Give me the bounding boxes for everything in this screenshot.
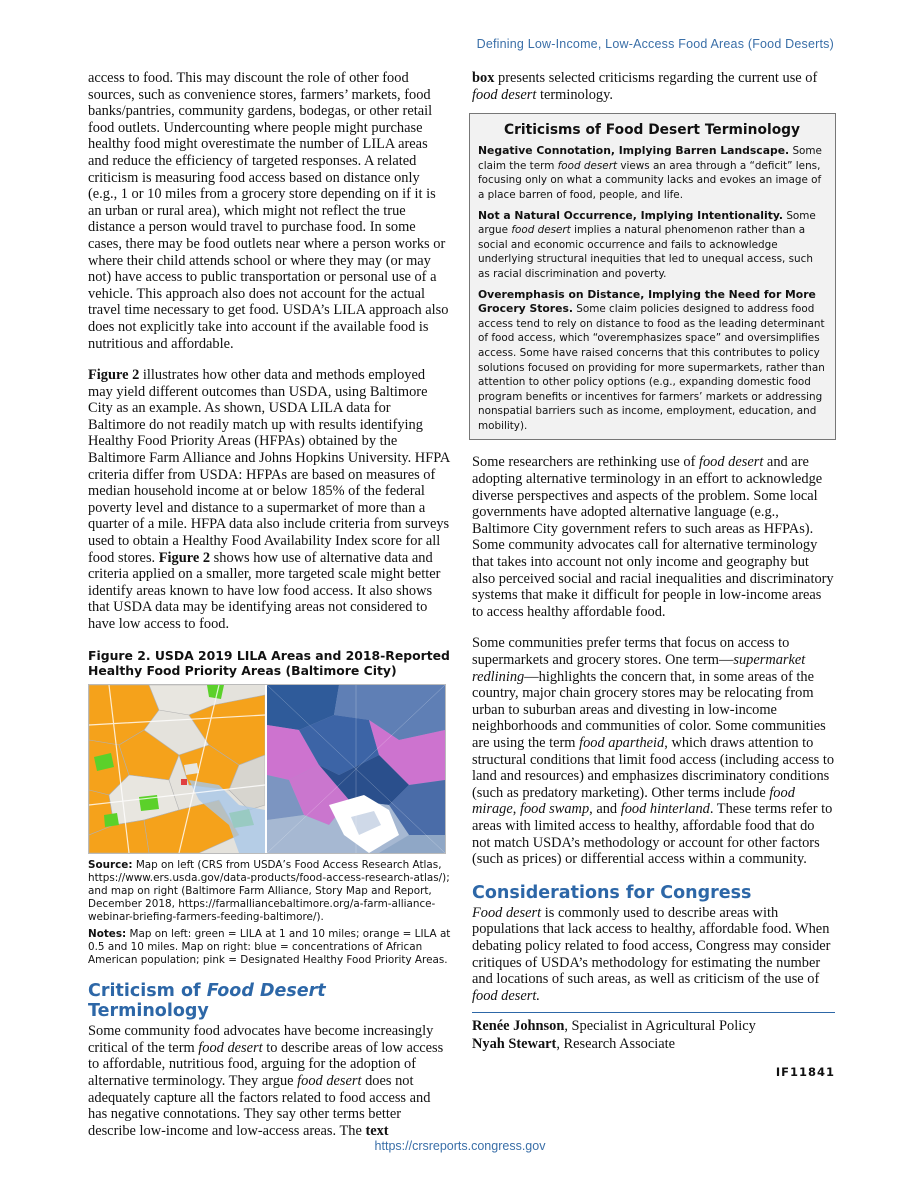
document-code: IF11841 [775,1065,835,1080]
italic-term: food desert [557,159,618,172]
paragraph-text: , [512,801,520,818]
notes-label: Notes: [88,927,127,940]
paragraph-alternative-terms [472,635,835,867]
paragraph-text: . These terms refer to areas with limited access to healthy, affordable food that do not match USDA’s methodology or account for other factors (such as prices) or differential access within a community. [472,801,833,868]
paragraph-text: terminology. [536,86,613,103]
heading-text: Terminology [88,1001,209,1022]
box-item-heading: Negative Connotation, Implying Barren Landscape. [478,144,790,158]
box-item-text: Some argue [478,209,816,237]
box-item-text: Some claim the term [478,145,822,172]
italic-term: food swamp [519,801,590,818]
paragraph-access-criticism: access to food. This may discount the role of other food sources, such as convenience stores, farmers’ markets, food banks/pantries, community gardens, bodegas, or other retail food outlets. Undercounting where people might purchase healthy food might overestimate the number of LILA areas and reduce the efficiency of targeted responses. A related criticism is measuring food access based on distance only (e.g., 1 or 10 miles from a grocery store depending on if it is an urban or rural area), which might not reflect the true distance a person would travel to purchase food. In some cases, there may be food outlets near where a person works or where their child attends school or where they may (or may not) have access to public transportation or personal use of a vehicle. This approach also does not account for the actual travel time necessary to get food. USDA’s LILA approach also does not explicitly take into account if the available food is nutritious and affordable. [88,70,449,352]
author-line [472,1017,835,1035]
baltimore-maps-image [89,685,445,853]
italic-term: food desert [297,1073,362,1089]
paragraph-figure-2-explanation [88,367,451,633]
italic-term: food desert. [472,987,540,1004]
box-title: Criticisms of Food Desert Terminology [503,122,801,139]
section-heading-congress: Considerations for Congress [472,882,752,903]
heading-text: Criticism of [88,981,207,1002]
section-heading-criticism [88,981,451,1021]
italic-term: food apartheid [579,734,665,751]
author-line [472,1035,835,1053]
figure-2-maps [88,684,446,854]
box-item-heading: Overemphasis on Distance, Implying the Need for More Grocery Stores. [478,287,816,316]
paragraph-text: , and [589,801,621,818]
bold-term: box [472,70,495,86]
paragraph-considerations [472,905,835,1005]
paragraph-text: and are adopting alternative terminology in an effort to acknowledge diverse perspectives and aspects of the problem. Some local governments have adopted alternative language (e.g., Baltimore City government refers to such areas as HFPAs). Some community advocates call for alternative terminology that takes into account not only income and geography but also perceived social and racial inequalities and discriminatory systems that make it difficult for people in low-income areas to access healthy affordable food. [472,454,834,620]
paragraph-text: to describe areas of low access to affordable, nutritious food, arguing for the adoption of alternative terminology. They argue [88,1039,444,1089]
paragraph-text: Some researchers are rethinking use of [472,454,699,471]
author-name: Renée Johnson [472,1018,565,1035]
italic-term: food desert [198,1039,263,1056]
paragraph-researchers-rethinking [472,454,835,620]
paragraph-text: Some community food advocates have become increasingly critical of the term [88,1023,434,1056]
footer-url[interactable]: https://crsreports.congress.gov [374,1139,546,1153]
right-column [472,70,835,1079]
notes-text: Map on left: green = LILA at 1 and 10 miles; orange = LILA at 0.5 and 10 miles. Map on right: blue = concentrations of African American population; pink = Designated Healthy Food Priority Areas. [88,927,451,967]
italic-term: supermarket redlining [472,652,806,685]
source-label: Source: [88,858,133,871]
author-name: Nyah Stewart [472,1036,557,1053]
figure-reference: Figure 2 [158,549,211,566]
italic-term: food desert [698,454,764,471]
box-item-heading: Not a Natural Occurrence, Implying Intentionality. [478,208,784,222]
figure-reference: Figure 2 [88,367,140,384]
paragraph-text: does not adequately capture all the factors related to food access and has negative connotations. They say other terms better describe low-income and low-access areas. The [88,1073,431,1139]
box-item-negative-connotation [478,144,826,202]
paragraph-text: presents selected criticisms regarding the current use of [494,70,818,86]
heading-italic-text: Food Desert [206,981,326,1002]
paragraph-text: shows how use of alternative data and criteria applied on a smaller, more targeted scale might better identify areas known to have low food access. It also shows that USDA data may be identifying areas not considered to have low access to food. [88,549,441,632]
criticisms-text-box [469,113,836,440]
figure-notes [88,928,451,968]
paragraph-text: illustrates how other data and methods employed may yield different outcomes than USDA, using Baltimore City as an example. As shown, USDA LILA data for Baltimore do not readily match up with results identifying Healthy Food Priority Areas (HFPAs) obtained by the Baltimore Farm Alliance and Johns Hopkins University. HFPA criteria differ from USDA: HFPAs are based on measures of median household income at or below 185% of the federal poverty level and distance to a supermarket of more than a quarter of a mile. HFPA data also include criteria from surveys used to obtain a Healthy Food Availability Index score for all food stores. [88,367,450,566]
paragraph-text: —highlights the concern that, in some areas of the country, major chain grocery stores may be relocating from urban to suburban areas and divesting in low-income neighborhoods and communities of color. Some communities are using the term [472,668,826,751]
box-item-text: implies a natural phenomenon rather than a social and economic occurrence and fails to acknowledge underlying structural inequities that led to unequal access, such as racial discrimination and poverty. [478,224,813,280]
source-text: Map on left (CRS from USDA’s Food Access Research Atlas, https://www.ers.usda.gov/data-products/food-access-research-atlas/); and map on right (Baltimore Farm Alliance, Story Map and Report, December 2018, https://farmalliancebaltimore.org/a-farm-alliance-webinar-briefing-farmers-feeding-baltimore/). [88,858,450,924]
paragraph-text: Some communities prefer terms that focus on access to supermarkets and grocery stores. One term— [472,635,790,668]
italic-term: food mirage [472,784,795,818]
figure-title: Figure 2. USDA 2019 LILA Areas and 2018-Reported Healthy Food Priority Areas (Baltimore City) [88,647,450,679]
paragraph-advocates-critical [88,1023,451,1139]
author-role: , Research Associate [556,1036,676,1053]
left-column [88,70,451,1154]
italic-term: food hinterland [620,801,710,818]
box-item-not-natural [478,209,826,282]
paragraph-text: , which draws attention to structural conditions that limit food access (including access to land and resources) and emphasizes discriminatory conditions (such as predatory marketing). Other terms include [472,734,835,801]
italic-term: food desert [472,86,537,103]
running-header: Defining Low-Income, Low-Access Food Areas (Food Deserts) [476,37,834,51]
italic-term: food desert [511,224,571,237]
author-divider [472,1012,835,1013]
box-item-text: Some claim policies designed to address food access tend to rely on distance to food as the leading determinant of food access, which “overemphasizes space” and oversimplifies access. Some have raised concerns that this contributes to policy solutions focused on providing for more supermarkets, rather than attention to other policy options (e.g., expanding domestic food program benefits or incentives for farmers’ markets or addressing nonspatial barriers such as income, employment, education, and mobility). [478,303,825,432]
italic-term: Food desert [472,904,542,921]
author-role: , Specialist in Agricultural Policy [564,1018,756,1035]
paragraph-text: is commonly used to describe areas with populations that lack access to healthy, affordable food. When debating policy related to food access, Congress may consider critiques of USDA’s methodology for estimating the number and locations of such areas, as well as criticism of the use of [472,904,831,988]
paragraph-box-intro [472,70,835,103]
box-item-text: views an area through a “deficit” lens, focusing only on what a community lacks and evokes an image of a place barren of food, people, and life. [478,159,822,201]
figure-source [88,859,451,925]
bold-term: text [365,1122,389,1139]
box-item-overemphasis-distance [478,288,826,434]
